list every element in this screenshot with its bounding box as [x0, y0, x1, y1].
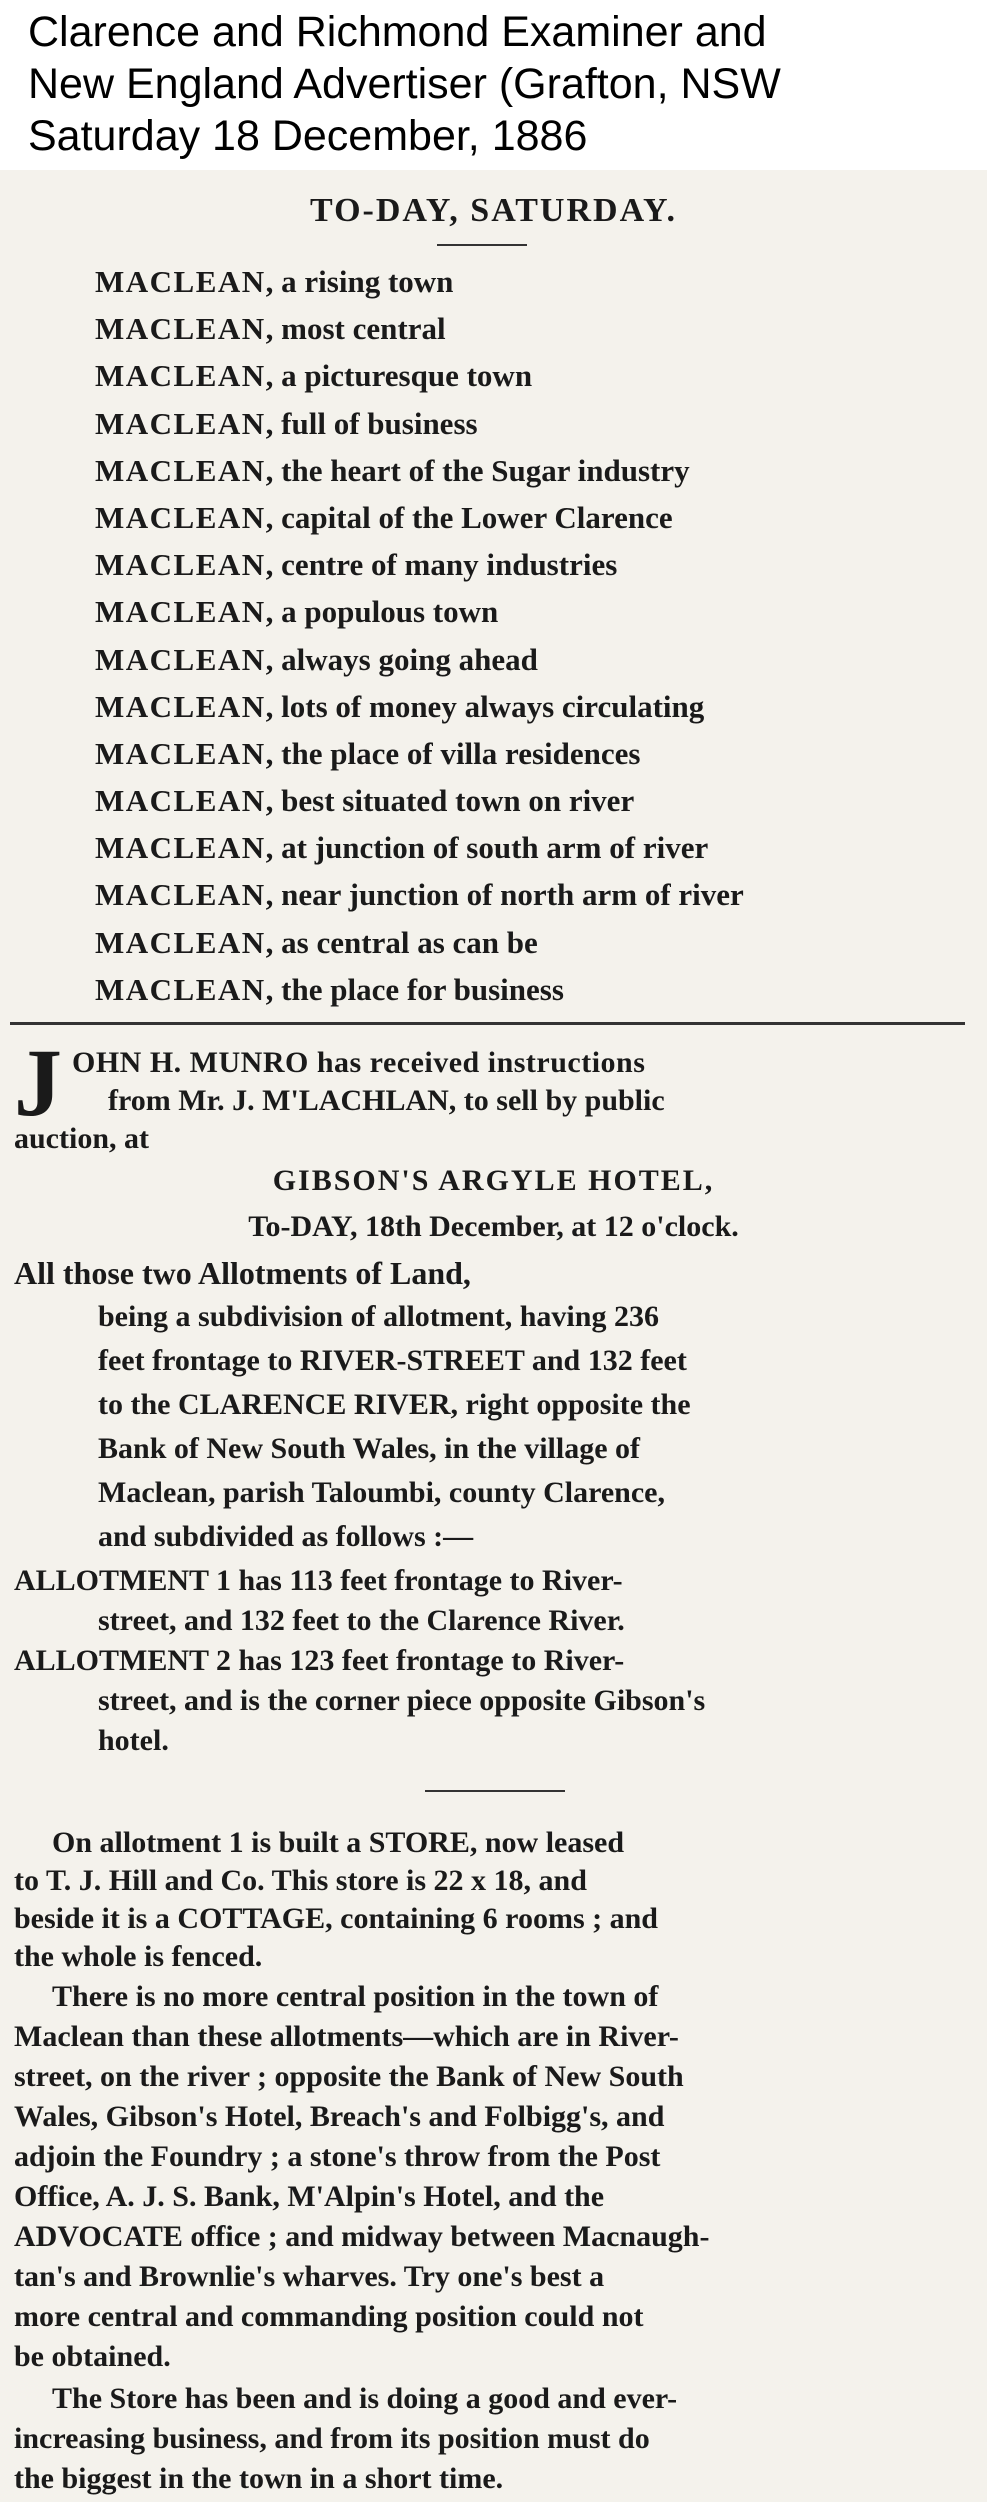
town-attribute: , always going ahead — [265, 641, 538, 677]
p3-line-1: The Store has been and is doing a good and ever- — [52, 2382, 678, 2415]
town-attribute: , most central — [265, 311, 446, 347]
lots-line-5: Bank of New South Wales, in the village of — [98, 1432, 641, 1465]
town-attribute: , as central as can be — [265, 924, 538, 960]
p1-line-3: beside it is a COTTAGE, containing 6 rooms ; and — [14, 1902, 658, 1935]
town-name: MACLEAN — [95, 783, 266, 819]
maclean-line — [95, 966, 955, 1013]
maclean-line — [95, 447, 955, 494]
allotment-2-line-1: ALLOTMENT 2 has 123 feet frontage to River- — [14, 1644, 625, 1677]
caption-line-2: New England Advertiser (Grafton, NSW — [28, 60, 781, 108]
advert-heading: TO-DAY, SATURDAY. — [310, 192, 677, 229]
caption-line-3: Saturday 18 December, 1886 — [28, 112, 588, 160]
maclean-list — [95, 258, 955, 1013]
town-name: MACLEAN — [95, 547, 266, 583]
p2-line-7: ADVOCATE office ; and midway between Macnaugh- — [14, 2220, 710, 2253]
page-caption — [28, 6, 968, 162]
maclean-line — [95, 730, 955, 777]
town-attribute: , the heart of the Sugar industry — [265, 452, 690, 488]
body-rule — [425, 1790, 565, 1792]
auction-venue: GIBSON'S ARGYLE HOTEL, — [272, 1164, 715, 1197]
maclean-line — [95, 352, 955, 399]
lots-line-6: Maclean, parish Taloumbi, county Clarence, — [98, 1476, 665, 1509]
p1-line-1: On allotment 1 is built a STORE, now leased — [52, 1826, 625, 1859]
maclean-line — [95, 824, 955, 871]
caption-line-1: Clarence and Richmond Examiner and — [28, 8, 767, 56]
town-attribute: , centre of many industries — [265, 547, 618, 583]
p3-line-3: the biggest in the town in a short time. — [14, 2462, 504, 2495]
drop-cap: J — [14, 1029, 62, 1136]
town-name: MACLEAN — [95, 311, 266, 347]
maclean-line — [95, 919, 955, 966]
maclean-line — [95, 258, 955, 305]
town-name: MACLEAN — [95, 452, 266, 488]
town-name: MACLEAN — [95, 830, 266, 866]
p2-line-8: tan's and Brownlie's wharves. Try one's best a — [14, 2260, 605, 2293]
town-attribute: , a picturesque town — [265, 358, 533, 394]
auction-intro-line-3: auction, at — [14, 1122, 149, 1155]
p2-line-3: street, on the river ; opposite the Bank of New South — [14, 2060, 684, 2093]
allotment-1-line-2: street, and 132 feet to the Clarence River. — [98, 1604, 625, 1637]
auction-date: To-DAY, 18th December, at 12 o'clock. — [248, 1210, 739, 1243]
allotment-2-line-3: hotel. — [98, 1724, 169, 1757]
p2-line-5: adjoin the Foundry ; a stone's throw from the Post — [14, 2140, 661, 2173]
auction-intro-line-1: OHN H. MUNRO has received instructions — [72, 1046, 646, 1079]
p2-line-1: There is no more central position in the town of — [52, 1980, 659, 2013]
p3-line-2: increasing business, and from its position must do — [14, 2422, 650, 2455]
maclean-line — [95, 683, 955, 730]
town-attribute: , the place for business — [265, 971, 564, 1007]
town-attribute: , best situated town on river — [265, 783, 635, 819]
p2-line-10: be obtained. — [14, 2340, 171, 2373]
town-name: MACLEAN — [95, 405, 266, 441]
town-attribute: , a populous town — [265, 594, 499, 630]
town-name: MACLEAN — [95, 594, 266, 630]
town-name: MACLEAN — [95, 264, 266, 299]
auction-intro-line-2: from Mr. J. M'LACHLAN, to sell by public — [108, 1084, 665, 1117]
town-name: MACLEAN — [95, 499, 266, 535]
maclean-line — [95, 541, 955, 588]
newspaper-clipping — [0, 170, 987, 2502]
lots-line-7: and subdivided as follows :— — [98, 1520, 474, 1553]
lots-line-2: being a subdivision of allotment, having 236 — [98, 1300, 659, 1333]
lots-line-4: to the CLARENCE RIVER, right opposite the — [98, 1388, 691, 1421]
town-name: MACLEAN — [95, 358, 266, 394]
town-attribute: , the place of villa residences — [265, 735, 641, 771]
maclean-line — [95, 305, 955, 352]
town-name: MACLEAN — [95, 877, 266, 913]
maclean-line — [95, 871, 955, 918]
lots-line-1: All those two Allotments of Land, — [14, 1255, 471, 1291]
lots-line-3: feet frontage to RIVER-STREET and 132 feet — [98, 1344, 687, 1377]
p1-line-2: to T. J. Hill and Co. This store is 22 x 18, and — [14, 1864, 587, 1897]
allotment-1-line-1: ALLOTMENT 1 has 113 feet frontage to River- — [14, 1564, 623, 1597]
town-attribute: , lots of money always circulating — [265, 688, 705, 724]
town-attribute: , near junction of north arm of river — [265, 877, 744, 913]
maclean-line — [95, 588, 955, 635]
maclean-line — [95, 777, 955, 824]
p2-line-9: more central and commanding position could not — [14, 2300, 644, 2333]
maclean-line — [95, 636, 955, 683]
p1-line-4: the whole is fenced. — [14, 1940, 263, 1973]
town-attribute: , capital of the Lower Clarence — [265, 499, 673, 535]
maclean-line — [95, 494, 955, 541]
maclean-line — [95, 400, 955, 447]
town-name: MACLEAN — [95, 688, 266, 724]
allotment-2-line-2: street, and is the corner piece opposite Gibson's — [98, 1684, 706, 1717]
town-name: MACLEAN — [95, 924, 266, 960]
p2-line-6: Office, A. J. S. Bank, M'Alpin's Hotel, and the — [14, 2180, 605, 2213]
heading-rule — [437, 244, 527, 246]
town-name: MACLEAN — [95, 971, 266, 1007]
section-divider — [10, 1022, 965, 1025]
town-attribute: , at junction of south arm of river — [265, 830, 709, 866]
town-attribute: , full of business — [265, 405, 478, 441]
p2-line-2: Maclean than these allotments—which are in River- — [14, 2020, 679, 2053]
town-attribute: , a rising town — [265, 264, 454, 299]
town-name: MACLEAN — [95, 641, 266, 677]
p2-line-4: Wales, Gibson's Hotel, Breach's and Folbigg's, and — [14, 2100, 665, 2133]
town-name: MACLEAN — [95, 735, 266, 771]
